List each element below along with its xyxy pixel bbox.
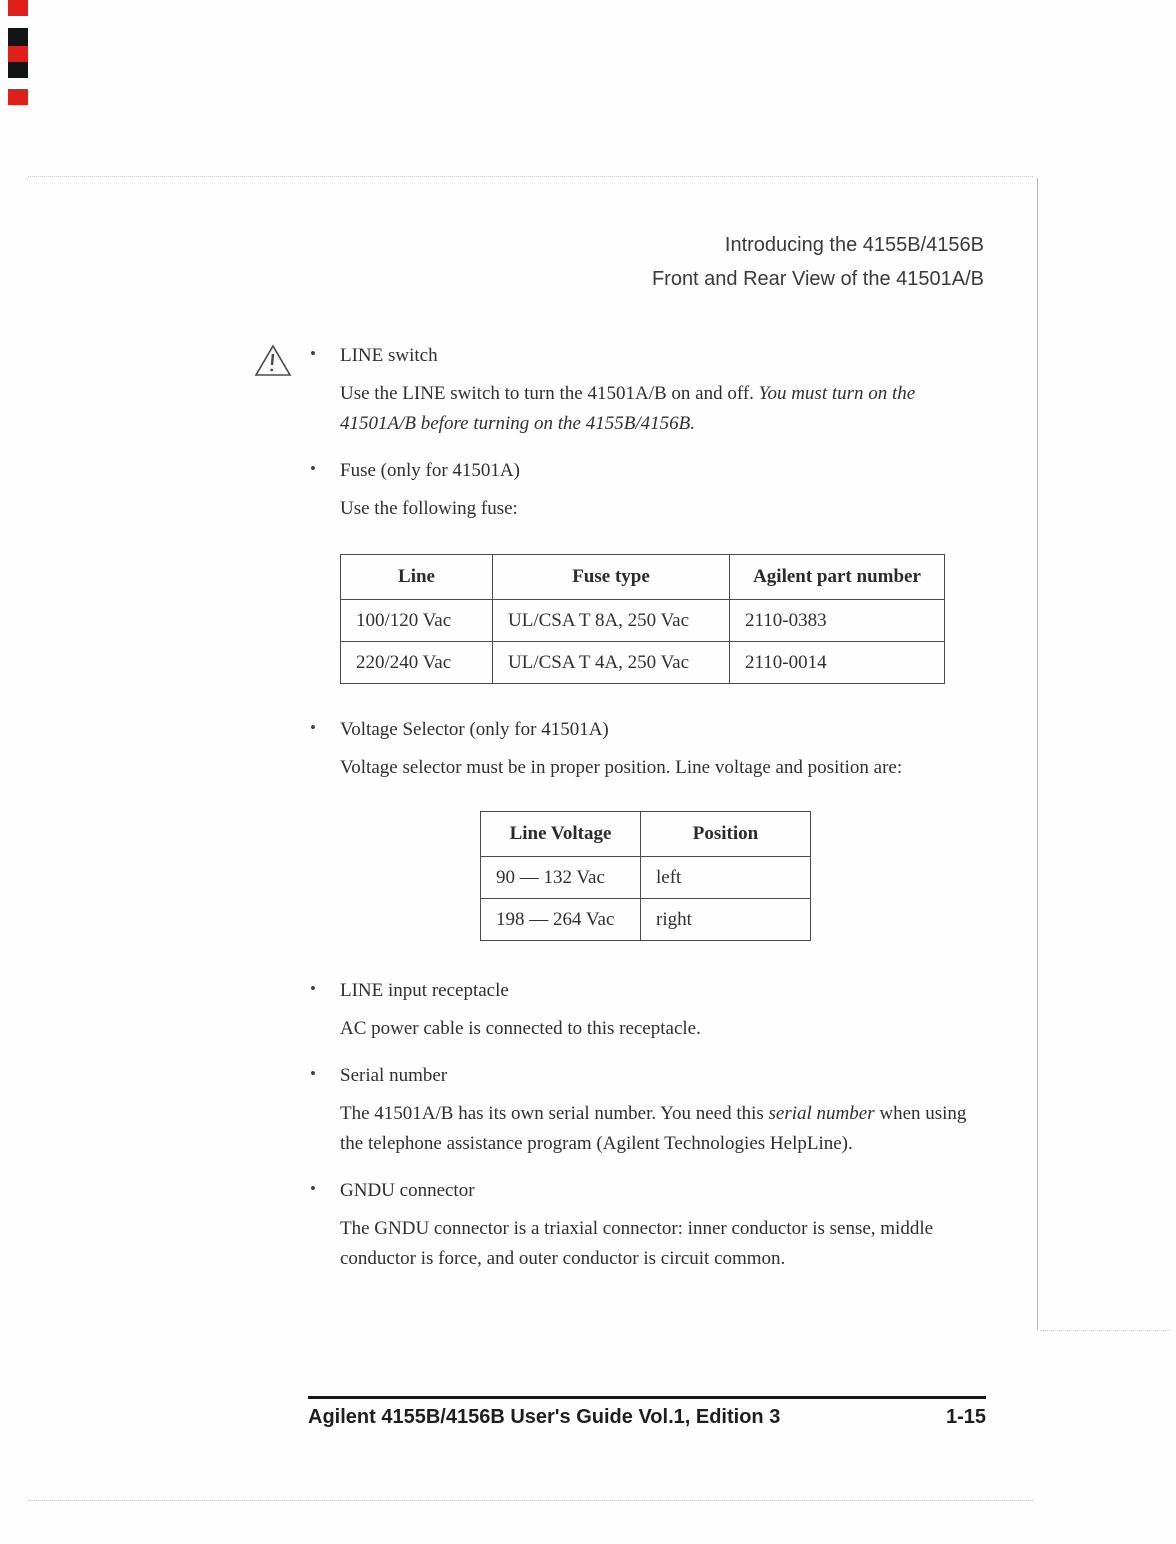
bullet-marker: • [310, 1064, 316, 1083]
table-cell: UL/CSA T 4A, 250 Vac [493, 642, 730, 684]
item-title-text: LINE switch [340, 345, 438, 366]
table-cell: 100/120 Vac [341, 600, 493, 642]
column-header: Position [641, 812, 811, 857]
header-line-1: Introducing the 4155B/4156B [724, 234, 984, 256]
fuse-table [340, 554, 945, 684]
item-title-text: Serial number [340, 1065, 448, 1086]
column-header: Line [341, 555, 493, 600]
corner-mark [8, 89, 28, 105]
paragraph-text: Use the LINE switch to turn the 41501A/B on and off. [340, 383, 759, 404]
line-input-paragraph: AC power cable is connected to this receptacle. [340, 1018, 701, 1039]
scan-corner-marks [8, 0, 30, 110]
column-header: Line Voltage [481, 812, 641, 857]
page-edge-line [1037, 178, 1038, 1330]
table-header-row [481, 812, 811, 857]
bullet-item-serial-number [310, 1062, 988, 1090]
page-number: 1-15 [945, 1406, 986, 1428]
bullet-item-line-input [310, 977, 988, 1005]
serial-number-paragraph [340, 1099, 988, 1159]
paragraph-text-italic: serial number [768, 1103, 875, 1124]
fuse-paragraph: Use the following fuse: [340, 498, 518, 519]
item-title-text: GNDU connector [340, 1180, 475, 1201]
document-body [310, 342, 988, 1292]
corner-mark [8, 62, 28, 78]
table-header-row [341, 555, 945, 600]
corner-mark [8, 28, 28, 46]
paragraph-text: when using the telephone assistance program (Agilent Technologies HelpLine). [340, 1103, 967, 1154]
scan-artifact-line [1040, 1330, 1170, 1331]
bullet-item-line-switch [310, 342, 988, 370]
table-row [481, 857, 811, 899]
table-row [341, 642, 945, 684]
gndu-paragraph: The GNDU connector is a triaxial connector: inner conductor is sense, middle conductor is force, and outer conductor is circuit common. [340, 1218, 934, 1269]
bullet-marker: • [310, 1179, 316, 1198]
scan-artifact-line [28, 1500, 1033, 1501]
column-header: Fuse type [493, 555, 730, 600]
bullet-marker: • [310, 344, 316, 363]
table-cell: right [641, 899, 811, 941]
line-switch-paragraph [340, 379, 988, 439]
paragraph-text-italic: You must turn on the 41501A/B before turning on the 4155B/4156B. [340, 383, 916, 434]
bullet-item-voltage-selector [310, 716, 988, 744]
bullet-marker: • [310, 979, 316, 998]
table-cell: 198 — 264 Vac [481, 899, 641, 941]
page-footer [308, 1396, 986, 1429]
item-title-text: LINE input receptacle [340, 980, 509, 1001]
page-header [652, 228, 984, 296]
item-title-text: Voltage Selector (only for 41501A) [340, 719, 609, 740]
bullet-marker: • [310, 718, 316, 737]
paragraph-text: The 41501A/B has its own serial number. You need this [340, 1103, 769, 1124]
table-row [481, 899, 811, 941]
table-cell: 90 — 132 Vac [481, 857, 641, 899]
voltage-table [480, 811, 811, 941]
voltage-selector-paragraph: Voltage selector must be in proper position. Line voltage and position are: [340, 757, 903, 778]
bullet-marker: • [310, 459, 316, 478]
table-cell: 2110-0014 [730, 642, 945, 684]
footer-title: Agilent 4155B/4156B User's Guide Vol.1, Edition 3 [308, 1406, 781, 1428]
bullet-item-fuse [310, 457, 988, 485]
table-cell: 2110-0383 [730, 600, 945, 642]
table-cell: left [641, 857, 811, 899]
warning-icon [254, 344, 292, 382]
bullet-item-gndu [310, 1177, 988, 1205]
corner-mark [8, 0, 28, 16]
item-title-text: Fuse (only for 41501A) [340, 460, 520, 481]
column-header: Agilent part number [730, 555, 945, 600]
scan-artifact-line [28, 176, 1033, 177]
table-cell: UL/CSA T 8A, 250 Vac [493, 600, 730, 642]
table-cell: 220/240 Vac [341, 642, 493, 684]
corner-mark [8, 46, 28, 62]
header-line-2: Front and Rear View of the 41501A/B [651, 268, 984, 290]
table-row [341, 600, 945, 642]
